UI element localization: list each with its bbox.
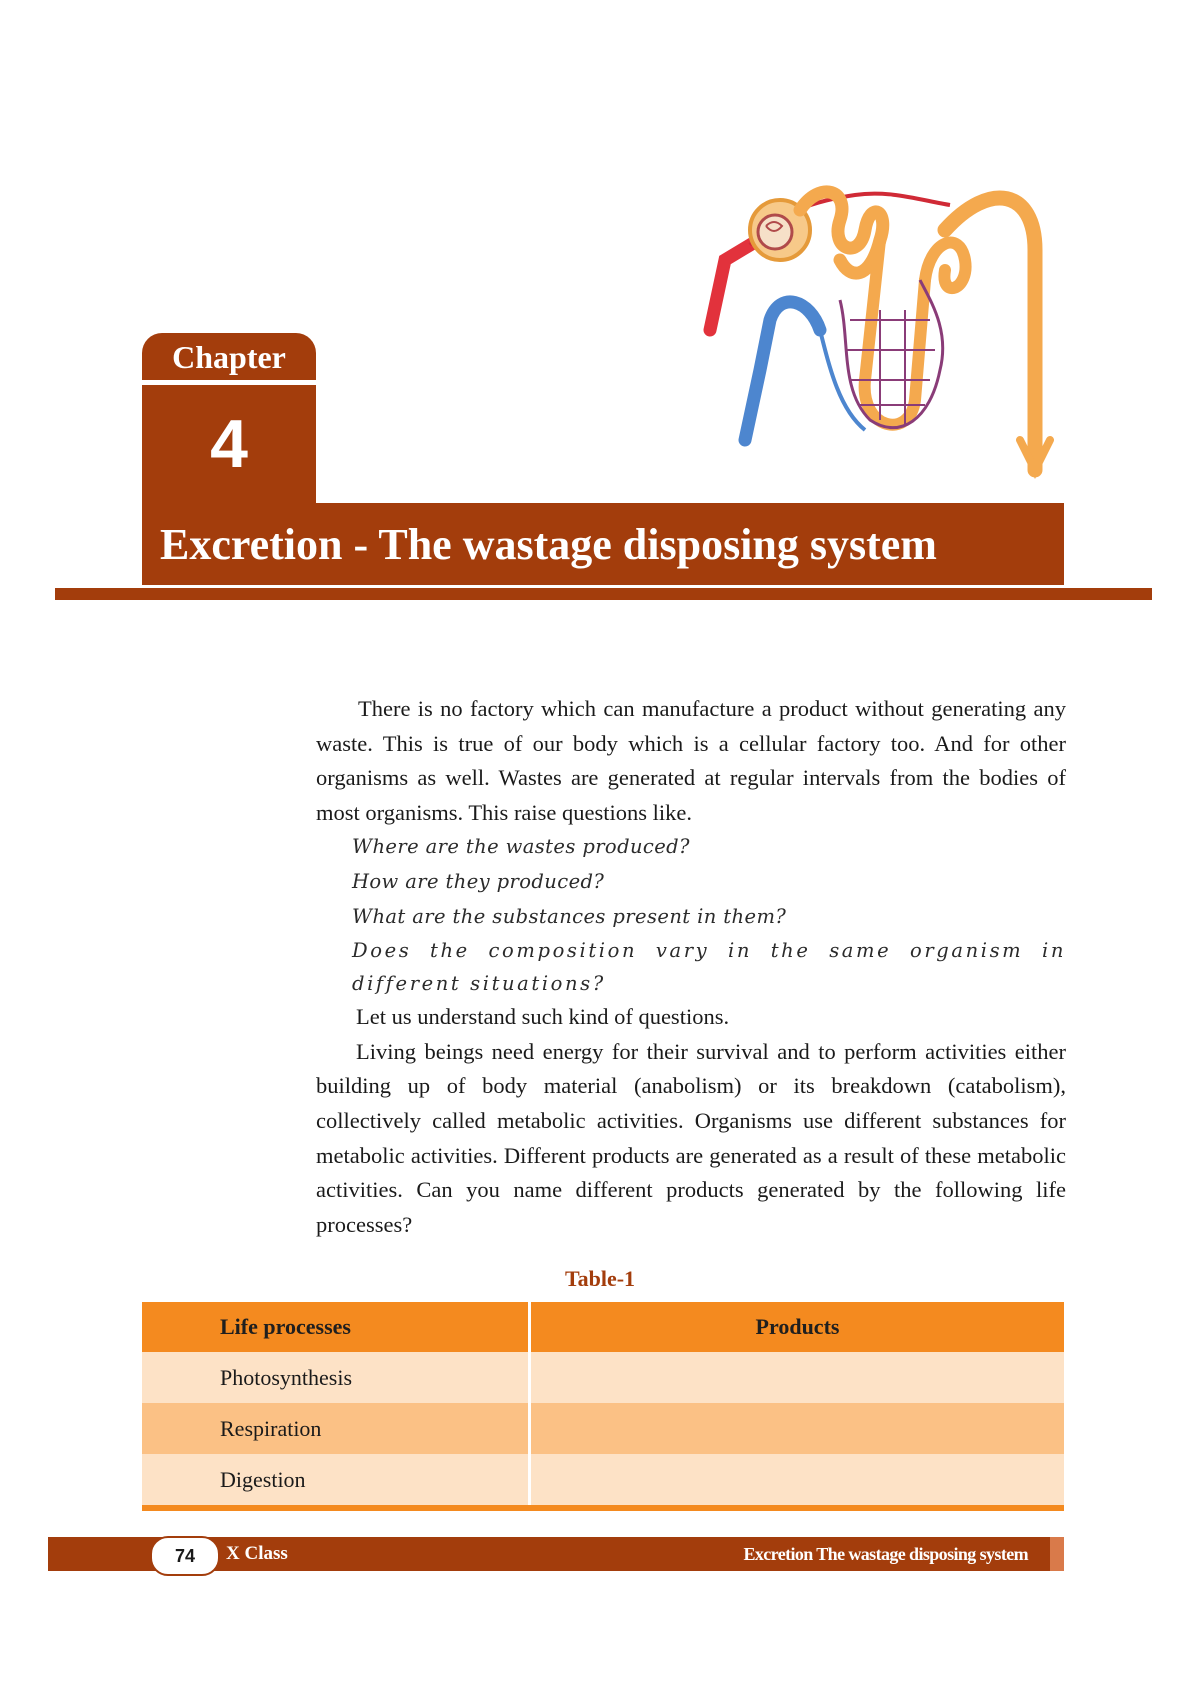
footer-end-accent (1050, 1537, 1064, 1571)
question-1: Where are the wastes produced? (352, 835, 690, 859)
table-row (142, 1403, 1064, 1454)
title-underline (55, 588, 1152, 600)
cell-process: Photosynthesis (142, 1352, 530, 1403)
table-row (142, 1454, 1064, 1505)
life-processes-table (142, 1302, 1064, 1505)
body-text (316, 692, 1066, 1242)
chapter-number: 4 (142, 385, 316, 503)
cell-products[interactable] (530, 1352, 1065, 1403)
chapter-label: Chapter (142, 333, 316, 380)
header-life-processes: Life processes (142, 1302, 530, 1352)
footer-class-label: X Class (226, 1543, 288, 1564)
header-products: Products (530, 1302, 1065, 1352)
cell-products[interactable] (530, 1454, 1065, 1505)
table-caption: Table-1 (564, 1266, 636, 1291)
footer-chapter-label: Excretion The wastage disposing system (743, 1544, 1028, 1564)
table-row (142, 1352, 1064, 1403)
table-bottom-line (142, 1505, 1064, 1511)
cell-process: Digestion (142, 1454, 530, 1505)
intro-paragraph: There is no factory which can manufacture a product without generating any waste. This is true of our body which is a cellular factory too. And for other organisms as well. Wastes are generated at regular intervals from the bodies of most organisms. This raise questions like. (316, 696, 1066, 825)
cell-process: Respiration (142, 1403, 530, 1454)
understand-line: Let us understand such kind of questions. (356, 1004, 730, 1030)
chapter-title: Excretion - The wastage disposing system (160, 520, 937, 569)
question-3: What are the substances present in them? (352, 904, 787, 928)
living-paragraph: Living beings need energy for their survival and to perform activities either building up of body material (anabolism) or its breakdown (catabolism), collectively called metabolic activities. Organisms use different substances for metabolic activities. Different products are generated as a result of these metabolic activities. Can you name different products generated by the following life processes? (316, 1038, 1066, 1237)
question-4: Does the composition vary in the same organism in different situations? (352, 939, 1066, 996)
cell-products[interactable] (530, 1403, 1065, 1454)
page-number: 74 (150, 1536, 220, 1576)
question-2: How are they produced? (352, 869, 605, 893)
nephron-illustration (690, 170, 1070, 500)
